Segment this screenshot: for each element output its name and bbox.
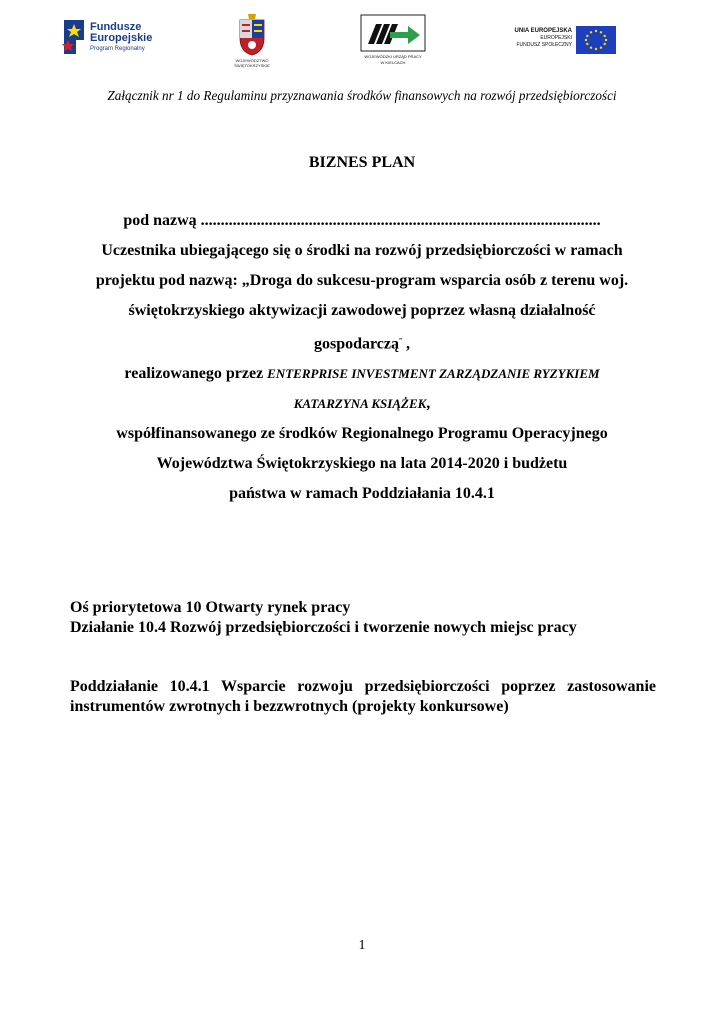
eu-esf-logo [504, 26, 616, 56]
wup-kielce-logo [360, 14, 426, 66]
eu-flag-icon [576, 26, 616, 54]
wup-label-line2: W KIELCACH [380, 60, 406, 65]
coa-label-line1: WOJEWÓDZTWO [235, 58, 269, 63]
eu-logo-text [515, 28, 572, 49]
annex-header: Załącznik nr 1 do Regulaminu przyznawania środków finansowych na rozwój przedsiębiorczości [107, 88, 617, 103]
eu-funds-star-icon [62, 18, 88, 56]
intro-line-5-sup: ” [399, 338, 403, 344]
subaction-paragraph: Poddziałanie 10.4.1 Wsparcie rozwoju przedsiębiorczości poprzez zastosowanie instrumentów zwrotnych i bezzwrotnych (projekty konkursowe) [70, 678, 656, 715]
priority-action: Działanie 10.4 Rozwój przedsiębiorczości i tworzenie nowych miejsc pracy [70, 619, 577, 636]
intro-line-7 [60, 389, 664, 419]
organizer-name-part1: ENTERPRISE INVESTMENT ZARZĄDZANIE RYZYKIEM [267, 366, 600, 382]
intro-line-6-pre: realizowanego przez [124, 365, 268, 383]
fe-logo-line1: Fundusze [90, 21, 142, 33]
eu-logo-line2: EUROPEJSKI [540, 35, 572, 41]
intro-line-5 [60, 326, 664, 359]
intro-block [60, 206, 664, 509]
intro-line-5-text: gospodarczą [313, 335, 400, 353]
priority-block [70, 598, 656, 638]
organizer-name-part2: KATARZYNA KSIĄŻEK [293, 396, 427, 412]
page-number: 1 [358, 938, 366, 953]
priority-axis: Oś priorytetowa 10 Otwarty rynek pracy [70, 599, 351, 616]
document-title: BIZNES PLAN [308, 154, 416, 171]
fundusze-europejskie-logo [62, 18, 172, 58]
fe-logo-line3: Program Regionalny [90, 46, 145, 52]
coa-label-line2: ŚWIĘTOKRZYSKIE [234, 63, 270, 68]
fe-logo-line2: Europejskie [90, 32, 153, 44]
header-logos [0, 0, 724, 76]
wup-arrow-icon [360, 14, 426, 52]
intro-line-6 [60, 359, 664, 389]
wojewodztwo-coat-of-arms [228, 12, 276, 68]
intro-line-1: pod nazwą .................................................................................................... [123, 212, 601, 229]
intro-line-8: współfinansowanego ze środków Regionalnego Programu Operacyjnego [116, 425, 608, 443]
intro-line-5-tail: , [402, 335, 411, 353]
intro-line-9: Województwa Świętokrzyskiego na lata 2014-2020 i budżetu [156, 455, 568, 473]
eu-logo-line3: FUNDUSZ SPOŁECZNY [516, 42, 572, 48]
intro-line-3: projektu pod nazwą: „Droga do sukcesu-program wsparcia osób z terenu woj. [95, 272, 629, 289]
wup-label-line1: WOJEWÓDZKI URZĄD PRACY [364, 54, 422, 59]
coat-of-arms-icon [238, 12, 266, 56]
intro-line-7-tail: , [426, 395, 431, 413]
intro-line-4: świętokrzyskiego aktywizacji zawodowej poprzez własną działalność [128, 302, 596, 319]
intro-line-2: Uczestnika ubiegającego się o środki na rozwój przedsiębiorczości w ramach [101, 242, 623, 259]
intro-line-10: państwa w ramach Poddziałania 10.4.1 [229, 485, 495, 503]
eu-logo-line1: UNIA EUROPEJSKA [514, 28, 572, 34]
